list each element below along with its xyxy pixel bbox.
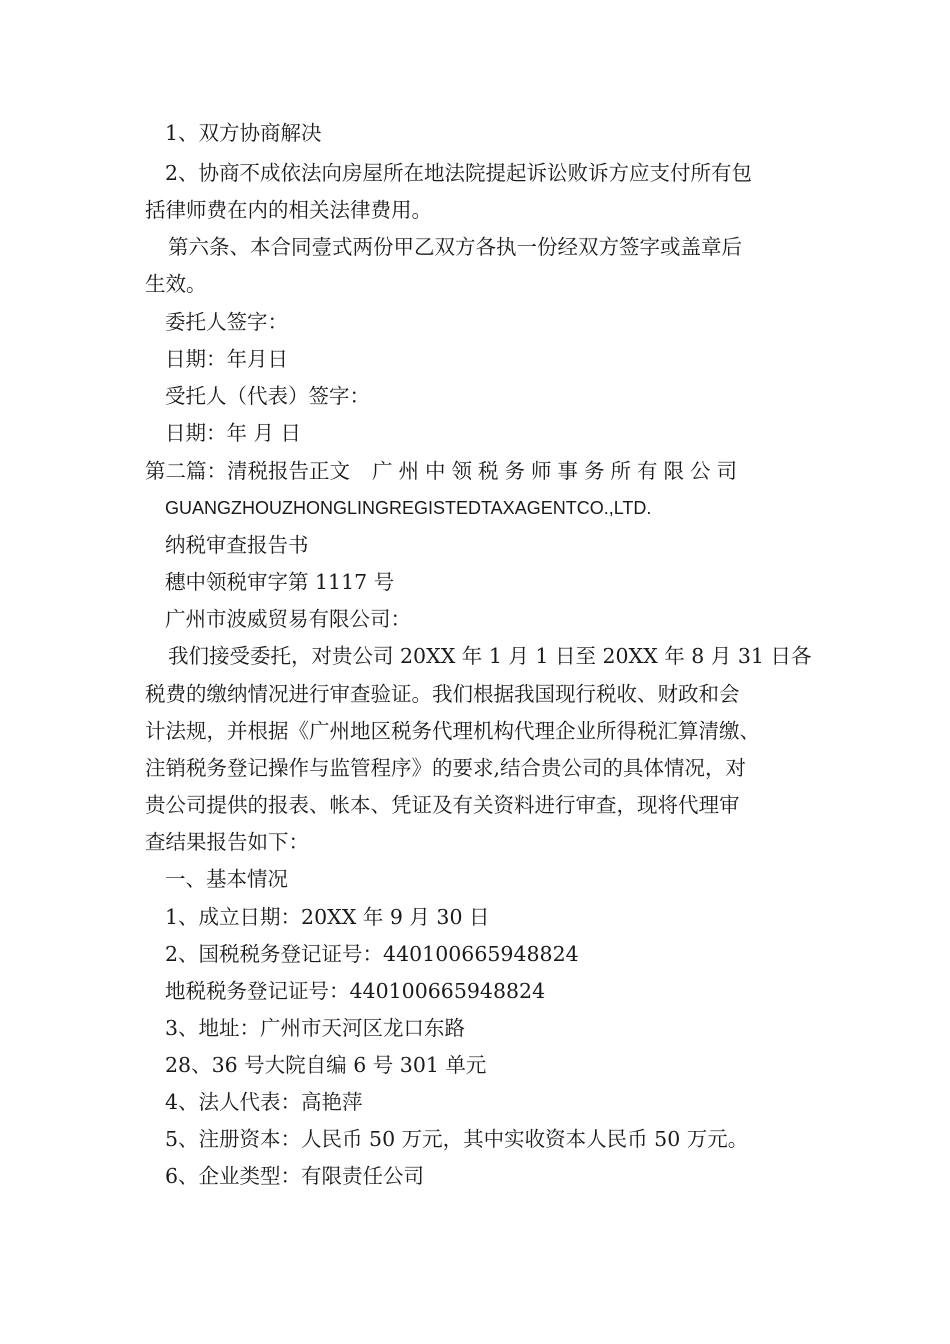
addressee: 广州市波威贸易有限公司：	[165, 607, 411, 631]
text-line: 委托人签字：	[165, 310, 288, 334]
text-line: 税费的缴纳情况进行审查验证。我们根据我国现行税收、财政和会	[145, 682, 740, 706]
section-heading	[145, 456, 825, 486]
report-title: 纳税审查报告书	[165, 533, 309, 557]
text-line: 注销税务登记操作与监管程序》的要求,结合贵公司的具体情况，对	[145, 756, 747, 780]
text-line: 第六条、本合同壹式两份甲乙双方各执一份经双方签字或盖章后	[168, 235, 742, 259]
report-number: 穗中领税审字第 1117 号	[165, 570, 395, 594]
company-name-en: GUANGZHOUZHONGLINGREGISTEDTAXAGENTCO.,LTD.	[165, 498, 652, 518]
list-item: 1、成立日期：20XX 年 9 月 30 日	[165, 905, 490, 929]
text-line: 2、协商不成依法向房屋所在地法院提起诉讼败诉方应支付所有包	[165, 161, 753, 185]
text-line: 我们接受委托，对贵公司 20XX 年 1 月 1 日至 20XX 年 8 月 31 日各	[168, 644, 812, 668]
list-item: 2、国税税务登记证号：440100665948824	[165, 942, 579, 966]
text-line: 生效。	[145, 272, 207, 296]
list-item: 6、企业类型：有限责任公司	[165, 1164, 425, 1188]
text-line: 受托人（代表）签字：	[165, 384, 370, 408]
list-item: 5、注册资本：人民币 50 万元，其中实收资本人民币 50 万元。	[165, 1127, 749, 1151]
text-line: 括律师费在内的相关法律费用。	[145, 198, 432, 222]
section-title: 一、基本情况	[165, 867, 288, 891]
text-line: 日期：年 月 日	[165, 421, 302, 445]
list-item: 4、法人代表：高艳萍	[165, 1090, 363, 1114]
text-line: 日期：年月日	[165, 347, 288, 371]
list-item: 28、36 号大院自编 6 号 301 单元	[165, 1053, 487, 1077]
text-line: 查结果报告如下：	[145, 830, 309, 854]
list-item: 3、地址：广州市天河区龙口东路	[165, 1016, 466, 1040]
list-item: 地税税务登记证号：440100665948824	[165, 979, 546, 1003]
text-line: 贵公司提供的报表、帐本、凭证及有关资料进行审查，现将代理审	[145, 793, 740, 817]
heading-title: 第二篇：清税报告正文	[145, 459, 350, 483]
text-line: 1、双方协商解决	[165, 121, 322, 145]
text-line: 计法规，并根据《广州地区税务代理机构代理企业所得税汇算清缴、	[145, 719, 760, 743]
company-name: 广州中领税务师事务所有限公司	[372, 459, 743, 483]
